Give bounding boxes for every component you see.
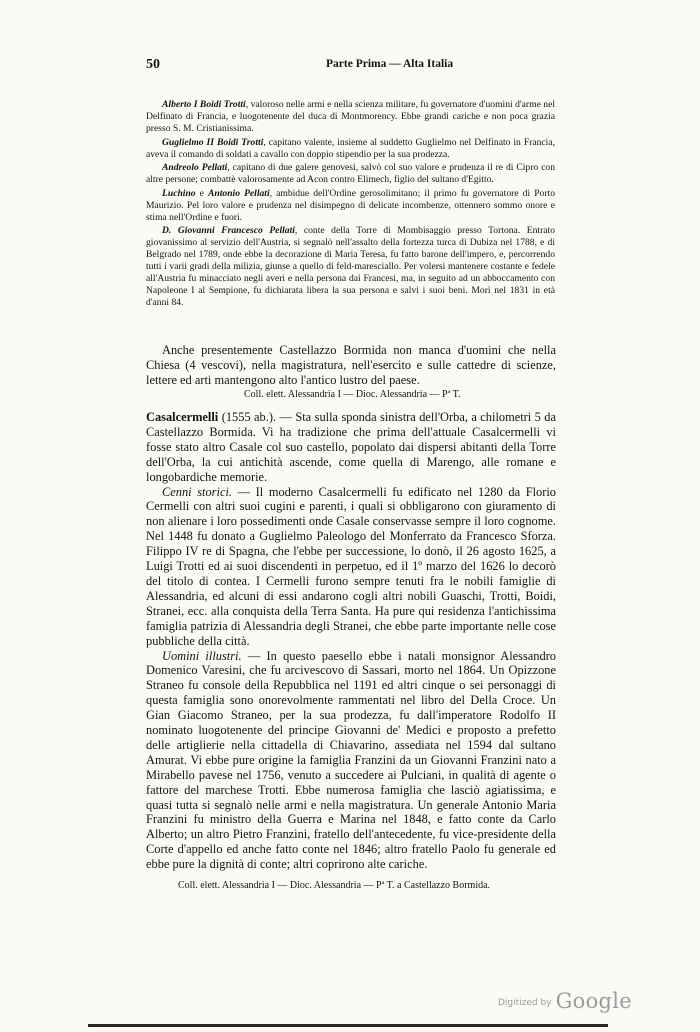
name-joiner: e	[195, 187, 208, 199]
watermark-prefix: Digitized by	[498, 998, 552, 1008]
entry-title: Casalcermelli	[146, 410, 219, 424]
note-text: , capitano di due galere genovesi, salvò col suo valore e prudenza il re di Cipro con altre persone; combattè valorosamente ad Acon contro Elimech, figlio del sultano d'Egitto.	[146, 162, 555, 185]
note-text: , ambidue dell'Ordine gerosolimitano; il primo fu governatore di Porto Maurizio. Pel loro valore e prudenza nel disimpegno di delicate incombenze, ottennero sommo onore e stima nell'Ordine e fuori.	[146, 187, 555, 223]
bottom-rule	[88, 1024, 608, 1027]
entry-intro	[146, 410, 556, 485]
section-text: — In questo paesello ebbe i natali monsignor Alessandro Domenico Varesini, che fu arcivescovo di Sassari, morto nel 1864. Un Opizzone Straneo fu console della Repubblica nel 1191 ed altri cinque o sei personaggi di questa famiglia sono onorevolmente rammentati nel libro del Della Croce. Un Gian Giacomo Straneo, per la sua prodezza, fu dall'imperatore Rodolfo II nominato luogotenente del principe Giovanni de' Medici e proposto a prefetto delle artiglierie nella cittadella di Chiavarino, assediata nel 1594 dal sultano Amurat. Vi ebbe pure origine la famiglia Franzini da un Giovanni Franzini nato a Mirabello pavese nel 1756, venuto a succedere ai Pulciani, in qualità di agente o fattore del marchese Trotti. Ebbe numerosa famiglia che lasciò agiatissima, e quasi tutta si segnalò nelle armi e nella magistratura. Un generale Antonio Maria Franzini fu ministro della Guerra e Marina nel 1848, e fatto conte da Carlo Alberto; un altro Pietro Franzini, fratello dell'antecedente, fu vice-presidente della Corte d'appello ed anche fatto conte nel 1846; altro fratello Paolo fu generale ed ebbe pure la dignità di conte; altri coprirono alte cariche.	[146, 648, 557, 872]
page-number: 50	[146, 57, 160, 72]
biographical-notes	[146, 99, 555, 311]
note-text: , capitano valente, insieme al suddetto Guglielmo nel Delfinato in Francia, aveva il comando di soldati a cavallo con doppio stipendio per la sua prodezza.	[146, 136, 556, 160]
section-label: Uomini illustri.	[162, 648, 242, 663]
running-header	[146, 57, 546, 77]
person-name: Antonio Pellati	[208, 187, 270, 199]
note-paragraph	[146, 99, 555, 135]
note-paragraph	[146, 188, 555, 224]
note-paragraph	[146, 225, 555, 309]
person-name: Luchino	[162, 187, 196, 199]
note-paragraph	[146, 137, 555, 161]
castellazzo-paragraph: Anche presentemente Castellazzo Bormida non manca d'uomini che nella Chiesa (4 vescovi), nella magistratura, nell'esercito e sulle cattedre di scienze, lettere ed arti mantengono alto l'antico lustro del paese.	[146, 343, 556, 387]
casalcermelli-entry	[146, 410, 556, 872]
person-name: Andreolo Pellati	[162, 162, 228, 173]
person-name: Alberto I Boidi Trotti	[162, 99, 246, 110]
note-text: , conte della Torre di Mombisaggio presso Tortona. Entrato giovanissimo al servizio dell'Austria, si segnalò nell'assalto della fortezza turca di Dubiza nel 1788, e di Belgrado nel 1789, onde ebbe la decorazione di Maria Teresa, fu fatto barone dell'impero, e, percorrendo tutti i varii gradi della milizia, giunse a quello di feld-maresciallo. Per volersi mantenere costante e fedele all'Austria fu minacciato negli averi e nella persona dai Francesi, ma, in seguito ad un abboccamento con Napoleone I al Sempione, fu dichiarata libera la sua persona e salvi i suoi beni. Morì nel 1831 in età d'anni 84.	[146, 225, 556, 308]
section-text: — Il moderno Casalcermelli fu edificato nel 1280 da Florio Cermelli con altri suoi cugini e parenti, i quali si obbligarono con giuramento di non alienare i loro possedimenti onde Casale conservasse sempre il loro cognome. Nel 1448 fu donato a Guglielmo Paleologo del Monferrato da Francesco Sforza. Filippo IV re di Spagna, che l'ebbe per successione, lo donò, il 26 agosto 1625, a Luigi Trotti ed ai suoi discendenti in perpetuo, ed il 1º marzo del 1626 lo decorò del titolo di contea. I Cermelli furono sempre tenuti fra le nobili famiglie di Alessandria, ed alcuni di essi andarono cogli altri nobili Guaschi, Trotti, Boidi, Stranei, ecc. alla conquista della Terra Santa. Ha pure qui residenza l'antichissima famiglia patrizia di Alessandria degli Stranei, che ebbe parte importante nelle cose pubbliche della città.	[146, 484, 556, 648]
collegio-line: Coll. elett. Alessandria I — Dioc. Alessandria — Pª T.	[244, 389, 461, 400]
collegio-line: Coll. elett. Alessandria I — Dioc. Alessandria — Pª T. a Castellazzo Bormida.	[178, 880, 491, 891]
entry-intro-text: (1555 ab.). — Sta sulla sponda sinistra dell'Orba, a chilometri 5 da Castellazzo Bormida. Vi ha tradizione che prima dell'attuale Casalcermelli vi fosse stato altro Casale col suo castello, popolato dai dispersi abitanti della Torre dell'Orba, la cui antichità ascende, come quella di Marengo, alle romane e longobardiche memorie.	[146, 410, 556, 484]
google-logo: Google	[555, 989, 633, 1013]
person-name: Guglielmo II Boidi Trotti	[162, 136, 264, 148]
note-text: , valoroso nelle armi e nella scienza militare, fu governatore d'uomini d'arme nel Delfinato di Francia, e luogotenente del duca di Montmorency. Ebbe grandi cariche e non poca grazia presso S. M. Cristianissima.	[146, 99, 555, 134]
google-watermark	[498, 989, 648, 1017]
running-title: Parte Prima — Alta Italia	[326, 58, 454, 70]
uomini-illustri-paragraph	[146, 649, 556, 873]
section-label: Cenni storici.	[162, 484, 232, 499]
cenni-storici-paragraph	[146, 485, 556, 649]
note-paragraph	[146, 162, 555, 186]
person-name: D. Giovanni Francesco Pellati	[162, 225, 295, 236]
castellazzo-paragraph-block	[146, 343, 556, 388]
